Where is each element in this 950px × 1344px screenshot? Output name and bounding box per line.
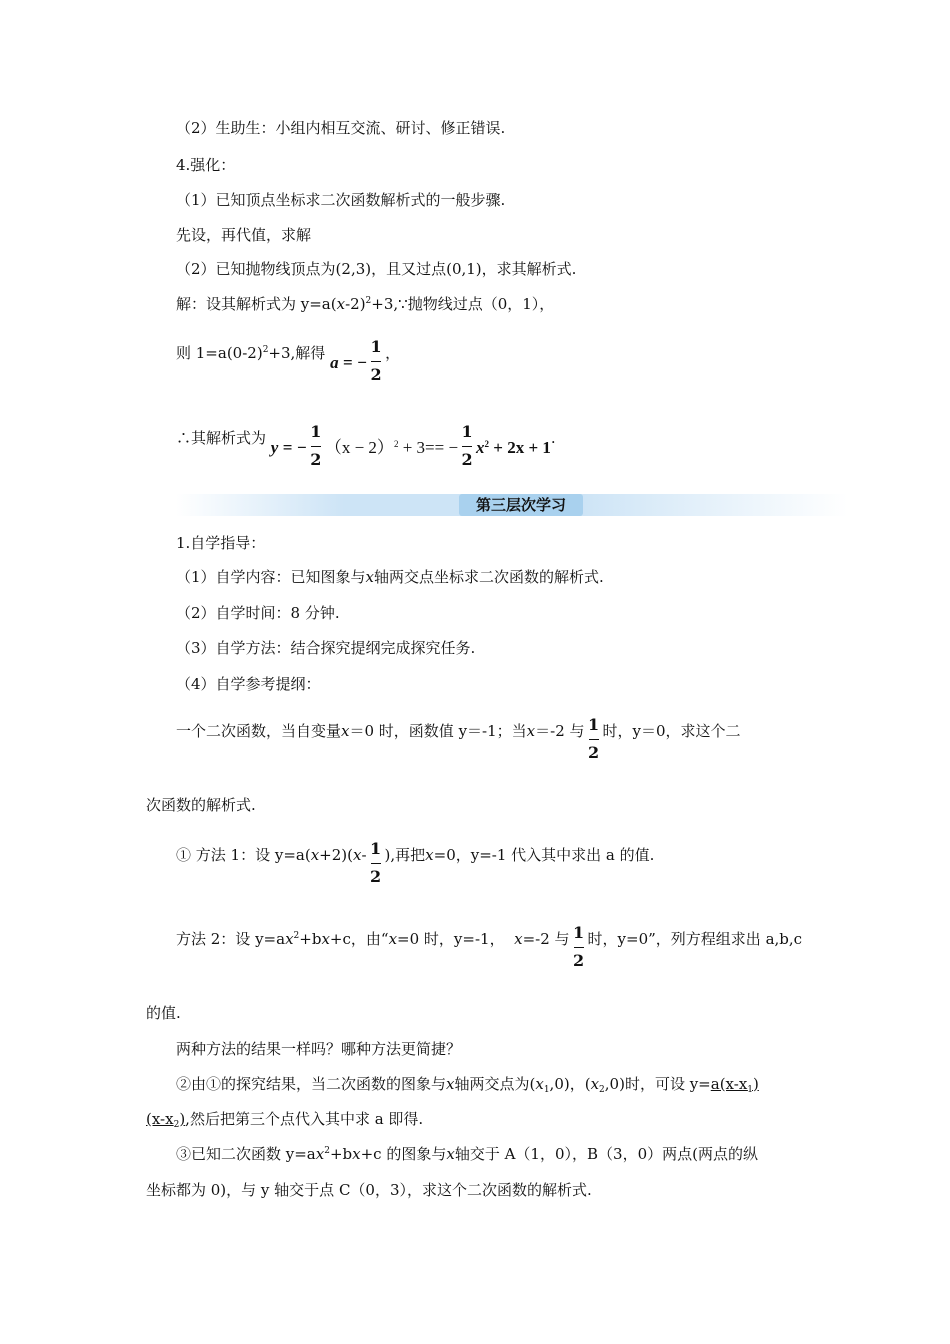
- text-line: （1）自学内容：已知图象与x轴两交点坐标求二次函数的解析式.: [176, 568, 604, 586]
- text-line: 两种方法的结果一样吗？哪种方法更简捷？: [176, 1040, 462, 1058]
- text-line: 先设，再代值，求解: [176, 226, 312, 244]
- text-line: 的值.: [146, 1004, 181, 1022]
- text-line: 坐标都为 0)，与 y 轴交于点 C（0，3），求这个二次函数的解析式.: [146, 1181, 592, 1199]
- text-line: （2）已知抛物线顶点为(2,3)，且又过点(0,1)，求其解析式.: [176, 260, 577, 278]
- text-line: 一个二次函数，当自变量x＝0 时，函数值 y＝-1；当x＝-2 与 $\frac{1}{2}$ 时，y＝0，求这个二: [176, 715, 741, 762]
- fraction: $\frac{1}{2}$: [461, 422, 473, 469]
- text-line: 4.强化：: [176, 156, 236, 174]
- fraction: $\frac{1}{2}$: [310, 422, 322, 469]
- fraction: $\frac{1}{2}$: [370, 337, 382, 384]
- text-line: （2）生助生：小组内相互交流、研讨、修正错误.: [176, 119, 506, 137]
- text-line: （1）已知顶点坐标求二次函数解析式的一般步骤.: [176, 191, 506, 209]
- fraction: $\frac{1}{2}$: [572, 923, 585, 970]
- section-banner: [176, 494, 848, 516]
- text-line: ③已知二次函数 $y=ax^2+bx+c$ 的图象与x轴交于 A（1，0），B（3，0）两点(两点的纵: [176, 1145, 758, 1163]
- text-line: 方法 2：设 $y=ax^2+bx+c$，由“x=0 时，y=-1， x=-2 与 $\frac{1}{2}$ 时，y=0”，列方程组求出 a,b,c: [176, 923, 803, 970]
- fraction: $\frac{1}{2}$: [369, 839, 382, 886]
- text-line: $(x-x_2)$,然后把第三个点代入其中求 a 即得.: [146, 1110, 424, 1130]
- text-line: ① 方法 1：设 y=a(x+2)(x- $\frac{1}{2}$ ),再把x=0，y=-1 代入其中求出 a 的值.: [176, 839, 655, 886]
- section-title: 第三层次学习: [459, 494, 583, 516]
- fraction: $\frac{1}{2}$: [587, 715, 600, 762]
- text-line: 解：设其解析式为 $y=a(x-2)^2+3,\because$抛物线过点（0，1），: [176, 295, 555, 313]
- text-line: 则 $1=a(0-2)^2+3$,解得 a = − $\frac{1}{2}$ ，: [176, 337, 401, 384]
- text-line: 次函数的解析式.: [146, 796, 256, 814]
- text-line: 1.自学指导：: [176, 534, 266, 552]
- text-line: （2）自学时间：8 分钟.: [176, 604, 340, 622]
- formula-line: ∴其解析式为 y = − $\frac{1}{2}$ $(x - 2)^2 + 3==$ − $\frac{1}{2}$ $x^2 + 2x + 1$.: [176, 422, 556, 469]
- text-line: （3）自学方法：结合探究提纲完成探究任务.: [176, 639, 476, 657]
- text-line: ②由①的探究结果，当二次函数的图象与x轴两交点为$(x_1,0)$，$(x_2,0)$时，可设 $y=a(x-x_1)$: [176, 1075, 759, 1095]
- text-line: （4）自学参考提纲：: [176, 675, 321, 693]
